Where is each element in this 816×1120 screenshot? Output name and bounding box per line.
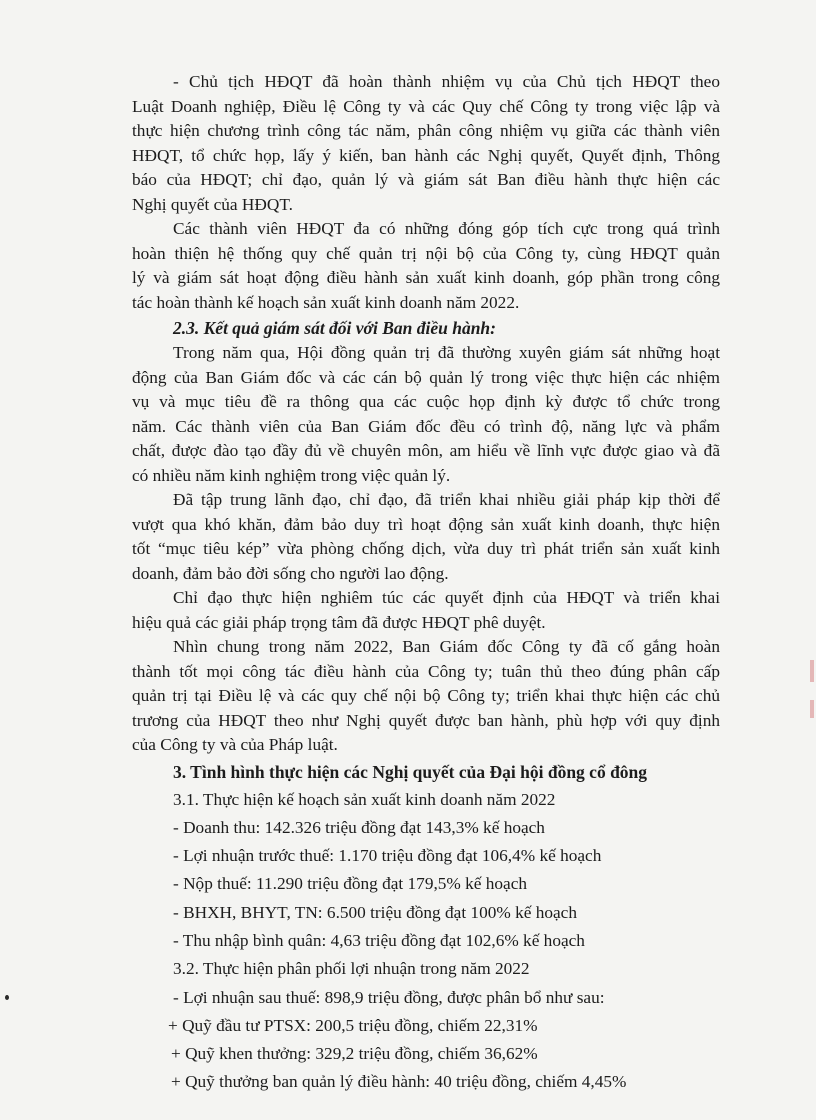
- scan-speck: [5, 995, 9, 1000]
- section-3-2-list: [132, 955, 720, 1096]
- list-item: + Quỹ đầu tư PTSX: 200,5 triệu đồng, chiếm 22,31%: [168, 1015, 538, 1035]
- list-item: - Lợi nhuận sau thuế: 898,9 triệu đồng, được phân bổ như sau:: [173, 987, 605, 1007]
- section-3-1-list: [132, 786, 720, 956]
- heading-3: 3. Tình hình thực hiện các Nghị quyết của Đại hội đồng cổ đông: [173, 761, 648, 782]
- text-line: Chỉ đạo thực hiện nghiêm túc các quyết định của HĐQT và triển khai: [173, 588, 720, 607]
- text-line: lý và giám sát hoạt động điều hành sản xuất kinh doanh, góp phần trong công: [132, 268, 720, 287]
- list-item: + Quỹ thưởng ban quản lý điều hành: 40 triệu đồng, chiếm 4,45%: [171, 1072, 627, 1092]
- list-item: - Nộp thuế: 11.290 triệu đồng đạt 179,5% kế hoạch: [173, 874, 528, 894]
- paragraph-chairman-duties: [132, 70, 720, 217]
- paragraph-overall: [132, 635, 720, 758]
- text-line: năm. Các thành viên của Ban Giám đốc đều có trình độ, năng lực và phẩm: [132, 416, 720, 436]
- text-line: báo của HĐQT; chỉ đạo, quản lý và giám sát Ban điều hành thực hiện các: [132, 170, 720, 189]
- section-3-2-title: 3.2. Thực hiện phân phối lợi nhuận trong năm 2022: [173, 959, 530, 979]
- section-3-1-title: 3.1. Thực hiện kế hoạch sản xuất kinh doanh năm 2022: [173, 789, 556, 809]
- text-line: quản trị tại Điều lệ và các quy chế nội bộ Công ty; triển khai thực hiện các chủ: [132, 686, 720, 705]
- text-line: có nhiều năm kinh nghiệm trong việc quản lý.: [132, 465, 451, 485]
- document-body: [132, 70, 720, 1097]
- text-line: tác hoàn thành kế hoạch sản xuất kinh doanh năm 2022.: [132, 292, 520, 312]
- list-item: - Thu nhập bình quân: 4,63 triệu đồng đạt 102,6% kế hoạch: [173, 930, 585, 950]
- text-line: Nhìn chung trong năm 2022, Ban Giám đốc Công ty đã cố gắng hoàn: [173, 637, 720, 656]
- heading-2-3: 2.3. Kết quả giám sát đối với Ban điều hành:: [173, 318, 496, 338]
- text-line: Trong năm qua, Hội đồng quản trị đã thường xuyên giám sát những hoạt: [173, 343, 720, 362]
- text-line: tốt “mục tiêu kép” vừa phòng chống dịch, vừa duy trì phát triển sản xuất kinh: [132, 539, 720, 558]
- list-item: - BHXH, BHYT, TN: 6.500 triệu đồng đạt 100% kế hoạch: [173, 902, 577, 922]
- text-line: hoàn thiện hệ thống quy chế quản trị nội bộ của Công ty, cùng HĐQT quản: [132, 243, 720, 263]
- text-line: vụ và mục tiêu đề ra thông qua các cuộc họp định kỳ được tổ chức trong: [132, 392, 720, 411]
- text-line: vượt qua khó khăn, đảm bảo duy trì hoạt động sản xuất kinh doanh, thực hiện: [132, 514, 720, 534]
- text-line: HĐQT, tổ chức họp, lấy ý kiến, ban hành các Nghị quyết, Quyết định, Thông: [132, 145, 720, 165]
- list-item: + Quỹ khen thưởng: 329,2 triệu đồng, chiếm 36,62%: [171, 1044, 538, 1064]
- text-line: động của Ban Giám đốc và các cán bộ quản lý trong việc thực hiện các nhiệm: [132, 367, 720, 387]
- text-line: của Công ty và của Pháp luật.: [132, 735, 338, 754]
- text-line: hiệu quả các giải pháp trọng tâm đã được HĐQT phê duyệt.: [132, 612, 546, 632]
- edge-stain: [810, 660, 814, 682]
- edge-stain: [810, 700, 814, 718]
- text-line: Đã tập trung lãnh đạo, chỉ đạo, đã triển khai nhiều giải pháp kịp thời để: [173, 490, 720, 509]
- text-line: Luật Doanh nghiệp, Điều lệ Công ty và các Quy chế Công ty trong việc lập và: [132, 96, 720, 116]
- text-line: thành tốt mọi công tác điều hành của Công ty; tuân thủ theo đúng phân cấp: [132, 661, 720, 681]
- paragraph-directives: [132, 586, 720, 635]
- list-item: - Lợi nhuận trước thuế: 1.170 triệu đồng đạt 106,4% kế hoạch: [173, 846, 602, 866]
- paragraph-board-members: [132, 217, 720, 315]
- paragraph-leadership: [132, 488, 720, 586]
- text-line: Các thành viên HĐQT đa có những đóng góp tích cực trong quá trình: [173, 219, 720, 238]
- list-item: - Doanh thu: 142.326 triệu đồng đạt 143,3% kế hoạch: [173, 817, 545, 837]
- text-line: thực hiện chương trình công tác năm, phân công nhiệm vụ giữa các thành viên: [132, 121, 720, 140]
- text-line: Nghị quyết của HĐQT.: [132, 194, 293, 214]
- paragraph-supervision: [132, 341, 720, 488]
- text-line: - Chủ tịch HĐQT đã hoàn thành nhiệm vụ của Chủ tịch HĐQT theo: [173, 72, 720, 91]
- text-line: trương của HĐQT theo như Nghị quyết được ban hành, phù hợp với quy định: [132, 710, 720, 730]
- text-line: doanh, đảm bảo đời sống cho người lao động.: [132, 563, 449, 583]
- text-line: chất, được đào tạo đầy đủ về chuyên môn, am hiểu về lĩnh vực được giao và đã: [132, 441, 720, 460]
